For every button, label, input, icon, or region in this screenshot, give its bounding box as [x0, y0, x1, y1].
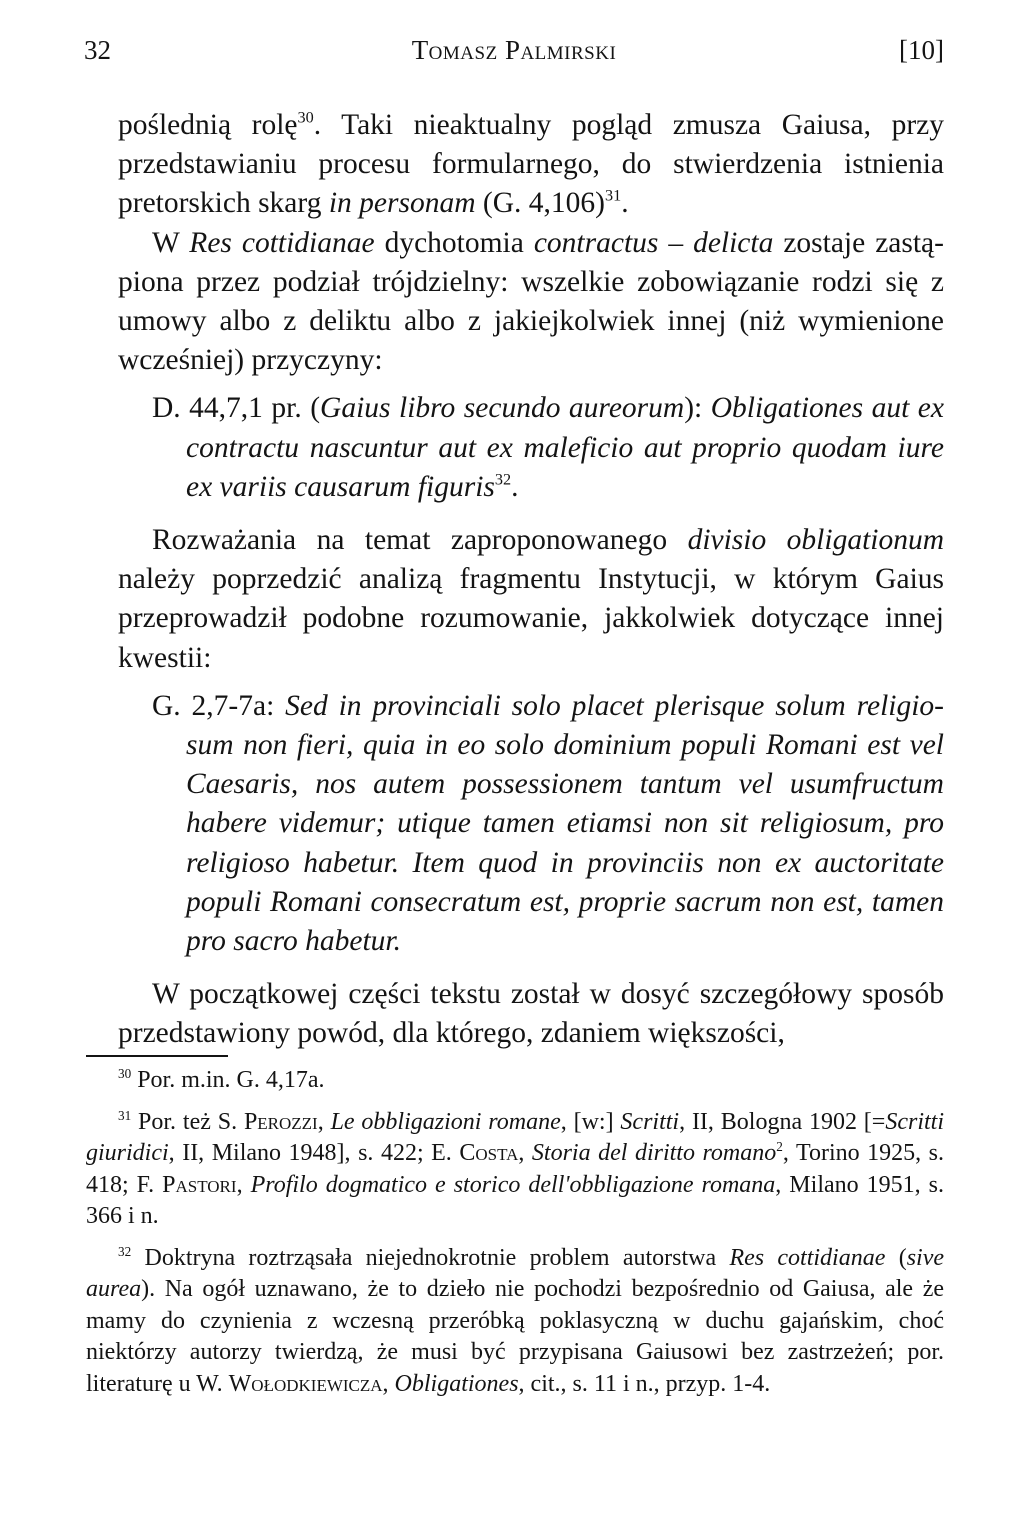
text-run: zostaje zastąpiona przez podział trójdzielny: wszelkie zobowiązanie rodzi się z umowy albo z deliktu albo z jakiejkolwiek innej (niż wymienione wcześniej) przyczyny: — [118, 226, 944, 377]
text-run: dychotomia — [374, 226, 534, 259]
citation-ref: G. 2,7-7a: — [152, 689, 286, 722]
citation-source: Gaius libro secundo aureorum — [320, 392, 685, 425]
text-run: należy poprzedzić analizą fragmentu Instytucji, w którym Gaius przeprowadził podobne rozumowanie, jakkolwiek dotyczące innej kwestii: — [118, 563, 944, 674]
quotation-g-2-7 — [118, 687, 944, 961]
text-run: poślednią rolę — [118, 109, 298, 141]
text-run: W początkowej części tekstu został w dosyć szczegółowy sposób przedstawiony powód, dla którego, zdaniem większości, — [118, 978, 944, 1050]
section-number: [10] — [899, 35, 944, 65]
quotation-d-44-7-1 — [118, 389, 944, 507]
work-title: Storia del diritto romano — [531, 1140, 777, 1166]
text-run: Por. też S. — [131, 1108, 244, 1135]
text-run: Por. m.in. G. 4,17a. — [131, 1067, 325, 1093]
footnote-rule — [86, 1055, 228, 1057]
text-run: Doktryna roztrząsała niejednokrotnie problem autorstwa — [131, 1244, 730, 1271]
author-name: Costa — [459, 1140, 519, 1166]
text-run: ). Na ogół uznawano, że to dzieło nie pochodzi bezpośrednio od Gaiusa, ale że mamy do czynienia z wczesną przeróbką poklasyczną w duchu gajańskim, choć niektórzy autorzy twierdzą, że musi być przypisana Gaiusowi bez zastrzeżeń; por. literaturę u W. — [86, 1276, 944, 1397]
text-run: , — [236, 1171, 251, 1198]
work-title: sive aurea — [86, 1244, 944, 1302]
paragraph-3 — [118, 521, 944, 678]
work-title: Res cottidianae — [729, 1244, 886, 1271]
italic-term: Res cottidianae — [189, 226, 375, 259]
author-name: Pastori — [162, 1171, 237, 1198]
text-run: , II, Bologna 1902 [= — [679, 1108, 886, 1135]
text-run: . — [511, 470, 519, 503]
footnote-number: 32 — [118, 1243, 132, 1259]
latin-quote: Sed in provinciali solo placet plerisque solum religiosum non fieri, quia in eo solo dominium populi Romani est vel Caesaris, nos autem possessionem tantum vel usumfructum habere videmur; utique tamen etiamsi non sit religiosum, pro religioso habetur. Item quod in provinciis non ex auctoritate populi Romani consecratum est, proprie sacrum non est, tamen pro sacro habetur. — [186, 689, 944, 958]
footnote-32 — [86, 1243, 944, 1401]
text-run: , II, Milano 1948], s. 422; E. — [168, 1140, 460, 1166]
text-run: , Milano 1951, s. 366 i n. — [86, 1171, 945, 1229]
italic-term: divisio obligationum — [687, 524, 945, 557]
footnote-number: 31 — [118, 1107, 132, 1123]
text-run: , — [317, 1108, 331, 1135]
footnote-ref-31[interactable]: 31 — [604, 187, 622, 206]
work-title: Scritti giuridici — [86, 1108, 945, 1166]
running-head — [84, 30, 944, 70]
citation-ref: D. 44,7,1 pr. — [152, 392, 311, 425]
footnote-number: 30 — [118, 1065, 132, 1081]
footnote-31 — [86, 1107, 944, 1233]
footnote-ref-32[interactable]: 32 — [494, 470, 512, 489]
author-name: Perozzi — [243, 1108, 318, 1135]
text-run: , Torino 1925, s. 418; F. — [86, 1140, 944, 1198]
main-text — [118, 106, 944, 1054]
text-run: ( — [885, 1244, 907, 1271]
latin-quote: Obligationes aut ex contractu nascuntur aut ex maleficio aut proprio quodam iure ex variis causarum figuris — [186, 392, 944, 503]
text-run: . Taki nieaktualny pogląd zmusza Gaiusa, przy przedstawianiu procesu formularnego, do stwierdzenia istnienia pretorskich skarg — [118, 109, 944, 220]
text-run: , — [382, 1370, 395, 1397]
text-run: , — [518, 1140, 532, 1166]
author-name: Wołodkiewicza — [228, 1370, 383, 1397]
italic-term: contractus – delicta — [533, 226, 774, 259]
edition-superscript: 2 — [776, 1138, 783, 1154]
text-run: , [w:] — [560, 1108, 621, 1135]
work-title: Le obbligazioni romane — [330, 1108, 561, 1135]
text-run: . — [621, 187, 629, 220]
footnote-ref-30[interactable]: 30 — [297, 108, 314, 127]
work-title: Obligationes — [394, 1370, 519, 1397]
paragraph-1 — [118, 106, 944, 224]
paragraph-2 — [118, 224, 944, 381]
text-run: W — [152, 226, 190, 259]
text-run: ): — [684, 392, 711, 425]
page-number: 32 — [84, 35, 111, 65]
running-head-author: Tomasz Palmirski — [411, 35, 617, 65]
work-title: Scritti — [620, 1108, 680, 1135]
text-run: , cit., s. 11 i n., przyp. 1-4. — [518, 1370, 771, 1397]
paragraph-4 — [118, 975, 944, 1053]
text-run: Rozważania na temat zaproponowanego — [152, 524, 688, 557]
italic-term: in personam — [328, 187, 476, 220]
footnote-list — [86, 1065, 944, 1410]
text-run: (G. 4,106) — [475, 187, 605, 220]
footnote-30 — [86, 1065, 944, 1097]
work-title: Profilo dogmatico e storico dell'obbligazione romana — [250, 1171, 776, 1198]
text-run: ( — [310, 392, 321, 425]
